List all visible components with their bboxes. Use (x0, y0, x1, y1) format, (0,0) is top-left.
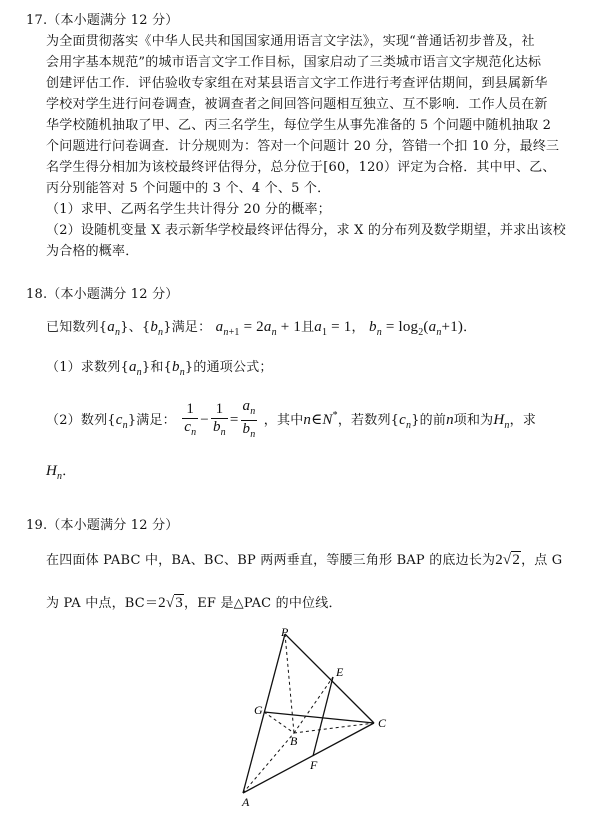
label-C: C (378, 716, 387, 730)
tetrahedron-figure (228, 625, 388, 810)
initial-condition: $a_1 = 1$ (314, 319, 352, 338)
q18-p2-text-c: ，其中 (263, 413, 304, 428)
seq-a-ref: $a_n$ (128, 359, 142, 378)
two-root-two: 2√2 (495, 552, 521, 568)
q18-p2-text: （2）数列{ (46, 413, 116, 428)
q17-line-2: 会用字基本规范”的城市语言文字工作目标，国家启动了三类城市语言文字规范化达标 (46, 55, 542, 70)
edge-BC (294, 723, 374, 733)
n-in-naturals: n∈N* (303, 410, 338, 428)
two-root-three: 2√3 (158, 595, 183, 611)
q19-text-c: 为 PA 中点，BC＝ (46, 596, 159, 611)
seq-b-ref: $b_n$ (172, 359, 185, 378)
q18-p2-text-b: }满足： (127, 413, 176, 428)
frac-a-over-b: $\frac{a_n}{b_n}$ (242, 398, 256, 440)
q17-line-3: 创建评估工作．评估验收专家组在对某县语言文字工作进行考查评估期间，到县属新华 (46, 76, 548, 91)
q18-text-f: ． (463, 320, 477, 335)
q17-line-5: 华学校随机抽取了甲、乙、丙三名学生，每位学生从事先准备的 5 个问题中随机抽取 2 (46, 118, 552, 133)
q18-part-2: （2）数列$\{c_n\}$满足： $\frac{1}{c_n}$ − $\frac{1}{b_n}$ = $\frac{a_n}{b_n}$ ，其中n∈N*，若数列$\{c_n\}$的前n项和为$H_n$，求 (46, 398, 536, 443)
q17-line-4: 学校对学生进行问卷调查，被调查者之间回答问题相互独立、互不影响．工作人员在新 (46, 97, 548, 112)
label-P: P (281, 625, 289, 639)
seq-a: $a_n$ (107, 319, 121, 338)
frac-1-over-b: $\frac{1}{b_n}$ (212, 400, 226, 438)
seq-c-ref: $c_n$ (399, 412, 412, 431)
q17-part-2: （2）设随机变量 X 表示新华学校最终评估得分，求 X 的分布列及数学期望，并求出该校 (46, 223, 566, 238)
sum-H-final: $H_n$ (46, 463, 63, 482)
q17-line-8: 丙分别能答对 5 个问题中的 3 个、4 个、5 个． (46, 181, 331, 196)
q18-p2-text-e: }的前 (411, 413, 447, 428)
q18-p2-text-g: ，求 (509, 413, 537, 428)
recurrence-formula: $a_{n+1} = 2a_n + 1$ (215, 319, 302, 338)
frac-1-over-c: $\frac{1}{c_n}$ (184, 400, 197, 438)
label-B: B (290, 734, 298, 748)
q19-line-2 (46, 594, 342, 613)
q18-part-1 (46, 358, 273, 382)
edge-PB (285, 634, 294, 733)
q18-p2-text-d: ，若数列{ (337, 413, 400, 428)
b-definition: $b_n = \log_2(a_n+1)$ (368, 319, 464, 338)
q18-given (46, 318, 476, 342)
q18-text-a: 已知数列{ (46, 320, 108, 335)
q19-text-b: ，点 G (521, 553, 563, 568)
q19-text-d: ，EF 是△PAC 的中位线． (184, 596, 342, 611)
q17-line-6: 个问题进行问卷调查．计分规则为：答对一个问题计 20 分，答错一个扣 10 分，最终三 (46, 139, 560, 154)
q19-text-a: 在四面体 PABC 中，BA、BC、BP 两两垂直，等腰三角形 BAP 的底边长为 (46, 553, 496, 568)
segment-BE (294, 677, 333, 733)
q17-part-1: （1）求甲、乙两名学生共计得分 20 分的概率； (46, 202, 331, 217)
q18-p1-text: （1）求数列{ (46, 360, 129, 375)
segment-GC (264, 712, 374, 723)
seq-b: $b_n$ (150, 319, 164, 338)
q19-header: 19.（本小题满分 12 分） (26, 518, 179, 533)
q17-header: 17.（本小题满分 12 分） (26, 13, 179, 28)
q17-part-2-cont: 为合格的概率． (46, 244, 139, 259)
label-A: A (242, 795, 250, 809)
q18-final-period: ． (62, 464, 76, 479)
q18-text-c: }满足： (163, 320, 212, 335)
q18-text-d: 且 (301, 320, 315, 335)
var-n: n (446, 412, 454, 428)
sum-H: $H_n$ (493, 412, 510, 431)
q18-p1-text-c: }的通项公式； (184, 360, 273, 375)
q18-p2-text-f: 项和为 (453, 413, 494, 428)
edge-PC (285, 634, 374, 723)
q18-text-b: }、{ (120, 320, 151, 335)
label-F: F (310, 758, 318, 772)
segment-EF (313, 677, 333, 756)
q18-answer-target (46, 462, 75, 486)
label-E: E (336, 665, 344, 679)
seq-c: $c_n$ (115, 412, 128, 431)
q18-header: 18.（本小题满分 12 分） (26, 287, 179, 302)
q18-text-e: ， (351, 320, 365, 335)
q18-p1-text-b: }和{ (141, 360, 173, 375)
q19-line-1 (46, 551, 562, 570)
q17-line-7: 名学生得分相加为该校最终评估得分，总分位于[60，120）评定为合格．其中甲、乙、 (46, 160, 556, 175)
q17-line-1: 为全面贯彻落实《中华人民共和国国家通用语言文字法》，实现“普通话初步普及，社 (46, 34, 535, 49)
label-G: G (254, 703, 263, 717)
edge-AC (243, 723, 374, 793)
